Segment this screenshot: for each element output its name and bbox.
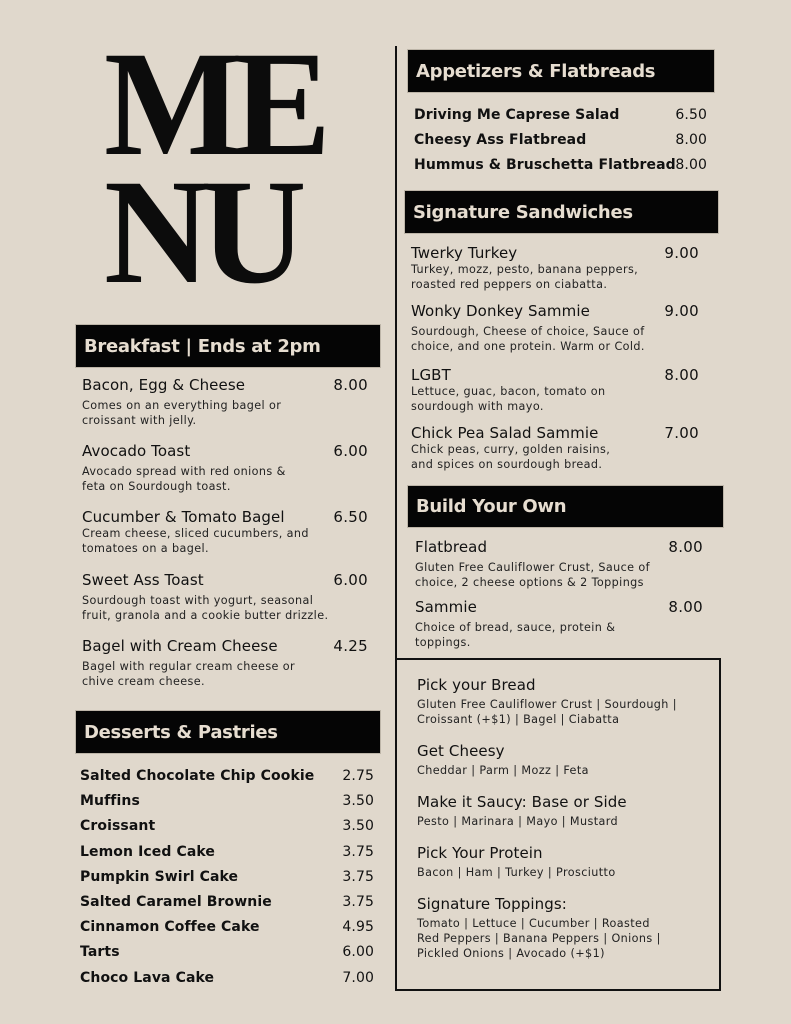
item-name: Twerky Turkey [411,244,518,262]
option-group-sauce [417,793,701,829]
option-values: Cheddar | Parm | Mozz | Feta [417,764,589,777]
build-your-own-header: Build Your Own [408,486,723,527]
item-price: 6.00 [333,571,368,589]
option-heading: Get Cheesy [417,742,505,760]
item-name: Cucumber & Tomato Bagel [82,508,285,526]
item-price: 4.25 [333,637,368,655]
appetizer-row [414,157,707,182]
item-price: 6.00 [333,442,368,460]
menu-item-bacon-egg-cheese [82,376,368,428]
dessert-row [80,844,374,869]
dessert-row [80,818,374,843]
dessert-row [80,919,374,944]
menu-item-lgbt [411,366,699,414]
item-name: Tarts [80,944,120,961]
dessert-row [80,869,374,894]
item-price: 6.50 [333,508,368,526]
option-values: Gluten Free Cauliflower Crust | Sourdough | Croissant (+$1) | Bagel | Ciabatta [417,698,677,726]
dessert-row [80,768,374,793]
item-description: Chick peas, curry, golden raisins, and spices on sourdough bread. [411,443,611,471]
appetizers-header: Appetizers & Flatbreads [408,50,714,92]
item-description: Cream cheese, sliced cucumbers, and tomatoes on a bagel. [82,527,309,555]
menu-item-avocado-toast [82,442,368,494]
option-group-bread [417,676,701,727]
item-description: Sourdough toast with yogurt, seasonal fruit, granola and a cookie butter drizzle. [82,594,329,622]
item-name: Driving Me Caprese Salad [414,107,620,123]
item-description: Bagel with regular cream cheese or chive cream cheese. [82,660,296,688]
menu-item-cucumber-tomato-bagel [82,508,368,556]
item-name: LGBT [411,366,451,384]
item-price: 8.00 [668,598,703,616]
item-price: 8.00 [664,366,699,384]
item-price: 8.00 [675,132,707,149]
menu-item-twerky-turkey [411,244,699,292]
item-price: 6.50 [675,107,707,123]
menu-item-sweet-ass-toast [82,571,368,623]
option-heading: Signature Toppings: [417,895,567,913]
option-heading: Pick your Bread [417,676,536,694]
desserts-header: Desserts & Pastries [76,711,380,753]
item-name: Pumpkin Swirl Cake [80,868,239,885]
item-name: Hummus & Bruschetta Flatbread [414,157,676,174]
breakfast-header: Breakfast | Ends at 2pm [76,325,380,367]
item-name: Sweet Ass Toast [82,571,204,589]
option-values: Pesto | Marinara | Mayo | Mustard [417,815,619,828]
item-name: Cinnamon Coffee Cake [80,919,260,936]
option-heading: Make it Saucy: Base or Side [417,793,627,811]
item-description: Sourdough, Cheese of choice, Sauce of choice, and one protein. Warm or Cold. [411,325,645,353]
item-price: 9.00 [664,302,699,320]
menu-item-wonky-donkey-sammie [411,302,699,354]
build-options-box [395,658,721,991]
item-price: 6.00 [342,944,374,961]
option-group-protein [417,844,701,880]
item-name: Salted Chocolate Chip Cookie [80,768,315,784]
item-price: 7.00 [342,969,374,986]
item-name: Lemon Iced Cake [80,843,216,860]
item-price: 4.95 [342,919,374,936]
appetizer-row [414,107,707,132]
item-price: 3.50 [342,818,374,835]
option-group-toppings [417,895,701,961]
item-price: 3.75 [342,893,374,910]
item-price: 3.50 [342,793,374,810]
item-name: Bagel with Cream Cheese [82,637,278,655]
item-description: Gluten Free Cauliflower Crust, Sauce of choice, 2 cheese options & 2 Toppings [415,561,650,589]
menu-title [104,21,354,315]
menu-title-line-1: ME [104,21,322,187]
item-price: 3.75 [342,868,374,885]
item-price: 9.00 [664,244,699,262]
item-name: Croissant [80,818,156,835]
option-group-cheese [417,742,701,778]
item-name: Avocado Toast [82,442,191,460]
item-price: 2.75 [342,768,374,784]
item-description: Turkey, mozz, pesto, banana peppers, roasted red peppers on ciabatta. [411,263,639,291]
item-name: Cheesy Ass Flatbread [414,132,587,149]
item-name: Salted Caramel Brownie [80,893,272,910]
item-description: Choice of bread, sauce, protein & toppings. [415,621,616,649]
item-price: 7.00 [664,424,699,442]
item-name: Wonky Donkey Sammie [411,302,590,320]
item-price: 8.00 [333,376,368,394]
dessert-row [80,894,374,919]
dessert-row [80,944,374,969]
item-name: Muffins [80,793,140,810]
menu-item-sammie [415,598,703,650]
sandwiches-header: Signature Sandwiches [405,191,718,233]
item-description: Lettuce, guac, bacon, tomato on sourdough with mayo. [411,385,606,413]
item-price: 8.00 [668,538,703,556]
item-description: Avocado spread with red onions & feta on Sourdough toast. [82,465,286,493]
item-price: 3.75 [342,843,374,860]
item-price: 8.00 [675,157,707,174]
option-values: Bacon | Ham | Turkey | Prosciutto [417,866,616,879]
appetizers-list [414,107,707,183]
appetizer-row [414,132,707,157]
menu-item-chick-pea-salad-sammie [411,424,699,472]
menu-item-bagel-cream-cheese [82,637,368,689]
dessert-row [80,970,374,995]
menu-item-flatbread [415,538,703,590]
item-name: Chick Pea Salad Sammie [411,424,599,442]
item-name: Choco Lava Cake [80,969,215,986]
item-name: Flatbread [415,538,488,556]
option-values: Tomato | Lettuce | Cucumber | Roasted Red Peppers | Banana Peppers | Onions | Pickled Onions | Avocado (+$1) [417,917,661,960]
dessert-row [80,793,374,818]
menu-title-line-2: NU [104,149,297,315]
item-description: Comes on an everything bagel or croissant with jelly. [82,399,282,427]
column-divider [395,46,397,658]
item-name: Sammie [415,598,477,616]
desserts-list [80,768,374,995]
option-heading: Pick Your Protein [417,844,543,862]
item-name: Bacon, Egg & Cheese [82,376,246,394]
